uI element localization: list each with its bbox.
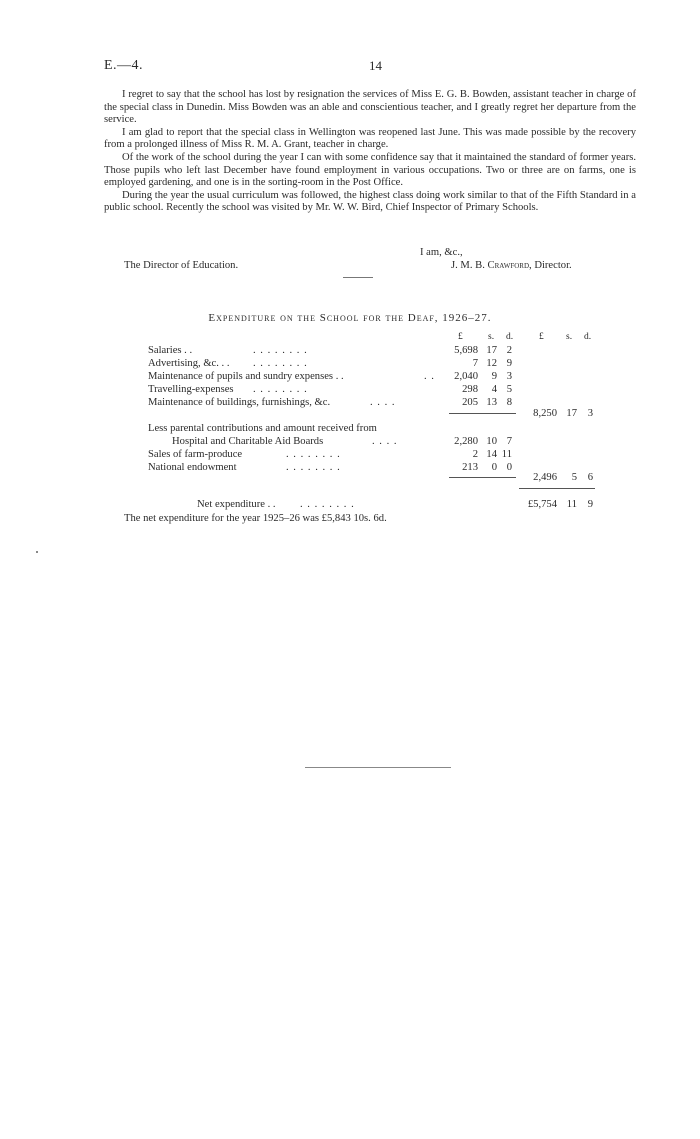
item-pounds: 298 <box>462 384 478 395</box>
less-heading: Less parental contributions and amount received from <box>148 423 377 434</box>
table-row <box>0 499 700 512</box>
total-rule <box>519 488 595 489</box>
leader-dots: . . . . . . . . <box>253 384 308 395</box>
table-row <box>0 358 700 371</box>
paragraph-resignation: I regret to say that the school has lost by resignation the services of Miss E. G. B. Bowden, assistant teacher in charge of the special class in Dunedin. Miss Bowden was an able and conscientious teacher, and I greatly regret her departure from the service. <box>104 89 636 126</box>
item-shillings: 9 <box>491 371 497 382</box>
signature-name: J. M. B. Crawford <box>451 260 530 271</box>
table-row <box>0 408 700 421</box>
leader-dots: . . . . <box>372 436 398 447</box>
item-pence: 11 <box>501 449 512 460</box>
paragraph-school-work: Of the work of the school during the year I can with some confidence say that it maintained the standard of former years. Those pupils who left last December have found employment in various occupations. Two or three are on farms, one is employed gardening, and one is in the sorting-room in the Post Office. <box>104 151 636 189</box>
item-label: National endowment <box>148 462 237 473</box>
item-label: Maintenance of buildings, furnishings, &c. <box>148 397 331 408</box>
item-shillings: 12 <box>486 358 497 369</box>
table-row <box>0 371 700 384</box>
net-expenditure-label: Net expenditure . . <box>197 499 276 510</box>
leader-dots: . . . . . . . . <box>300 499 355 510</box>
addressee: The Director of Education. <box>124 260 239 271</box>
less-total-shillings: 5 <box>571 472 577 483</box>
table-row <box>0 436 700 449</box>
item-shillings: 0 <box>491 462 497 473</box>
col-head-shillings-2: s. <box>566 332 573 342</box>
item-pence: 3 <box>506 371 512 382</box>
footnote: The net expenditure for the year 1925–26 was £5,843 10s. 6d. <box>124 513 387 524</box>
table-row <box>0 423 700 436</box>
item-pence: 8 <box>506 397 512 408</box>
table-row <box>0 449 700 462</box>
item-shillings: 13 <box>486 397 497 408</box>
paragraph-curriculum: During the year the usual curriculum was followed, the highest class doing work similar to that of the Fifth Standard in a public school. Recently the school was visited by Mr. W. W. Bird, Chief Inspector of Primary Schools. <box>104 189 636 214</box>
item-pounds: 2 <box>472 449 478 460</box>
paragraph-wellington: I am glad to report that the special class in Wellington was reopened last June. This was made possible by the recovery from a prolonged illness of Miss R. M. A. Grant, teacher in charge. <box>104 126 636 151</box>
item-shillings: 4 <box>491 384 497 395</box>
item-shillings: 14 <box>486 449 497 460</box>
item-pounds: 7 <box>472 358 478 369</box>
net-total-pence: 9 <box>587 499 593 510</box>
item-pounds: 213 <box>462 462 478 473</box>
leader-dots: . . . . . . . . <box>286 449 341 460</box>
net-total-pounds: £5,754 <box>527 499 557 510</box>
less-total-pence: 6 <box>587 472 593 483</box>
report-code: E.—4. <box>104 58 144 73</box>
item-label: Sales of farm-produce <box>148 449 243 460</box>
ink-speck <box>36 551 38 553</box>
table-row <box>0 384 700 397</box>
col-head-pounds-2: £ <box>539 332 544 342</box>
item-shillings: 17 <box>486 345 497 356</box>
table-row <box>0 345 700 358</box>
item-pence: 7 <box>506 436 512 447</box>
leader-dots: . . . . . . . . <box>253 345 308 356</box>
item-pence: 5 <box>506 384 512 395</box>
net-total-shillings: 11 <box>566 499 577 510</box>
leader-dots: . . . . <box>370 397 396 408</box>
col-head-shillings-1: s. <box>488 332 495 342</box>
item-shillings: 10 <box>486 436 497 447</box>
leader-dots: . . . . . . . . <box>286 462 341 473</box>
col-head-pounds-1: £ <box>458 332 463 342</box>
gross-total-pounds: 8,250 <box>533 408 557 419</box>
item-pounds: 5,698 <box>454 345 478 356</box>
item-pounds: 2,040 <box>454 371 478 382</box>
leader-dots: . . <box>424 371 435 382</box>
item-label: Hospital and Charitable Aid Boards <box>172 436 324 447</box>
bottom-divider <box>305 767 451 768</box>
item-pounds: 2,280 <box>454 436 478 447</box>
expenditure-title: Expenditure on the School for the Deaf, 1926–27. <box>208 312 492 324</box>
item-label: Travelling-expenses <box>148 384 234 395</box>
item-label: Maintenance of pupils and sundry expenses . . <box>148 371 344 382</box>
less-total-pounds: 2,496 <box>533 472 557 483</box>
item-label: Salaries . . <box>148 345 193 356</box>
col-head-pence-1: d. <box>506 332 514 342</box>
gross-total-pence: 3 <box>587 408 593 419</box>
signature-title: , Director. <box>529 260 572 271</box>
expenditure-table <box>0 0 700 560</box>
page-number: 14 <box>369 58 382 73</box>
item-pence: 0 <box>506 462 512 473</box>
table-row <box>0 472 700 485</box>
item-pence: 9 <box>506 358 512 369</box>
salutation: I am, &c., <box>420 247 463 258</box>
gross-total-shillings: 17 <box>566 408 577 419</box>
item-label: Advertising, &c. . . <box>148 358 230 369</box>
item-pounds: 205 <box>462 397 478 408</box>
col-head-pence-2: d. <box>584 332 592 342</box>
leader-dots: . . . . . . . . <box>253 358 308 369</box>
item-pence: 2 <box>506 345 512 356</box>
